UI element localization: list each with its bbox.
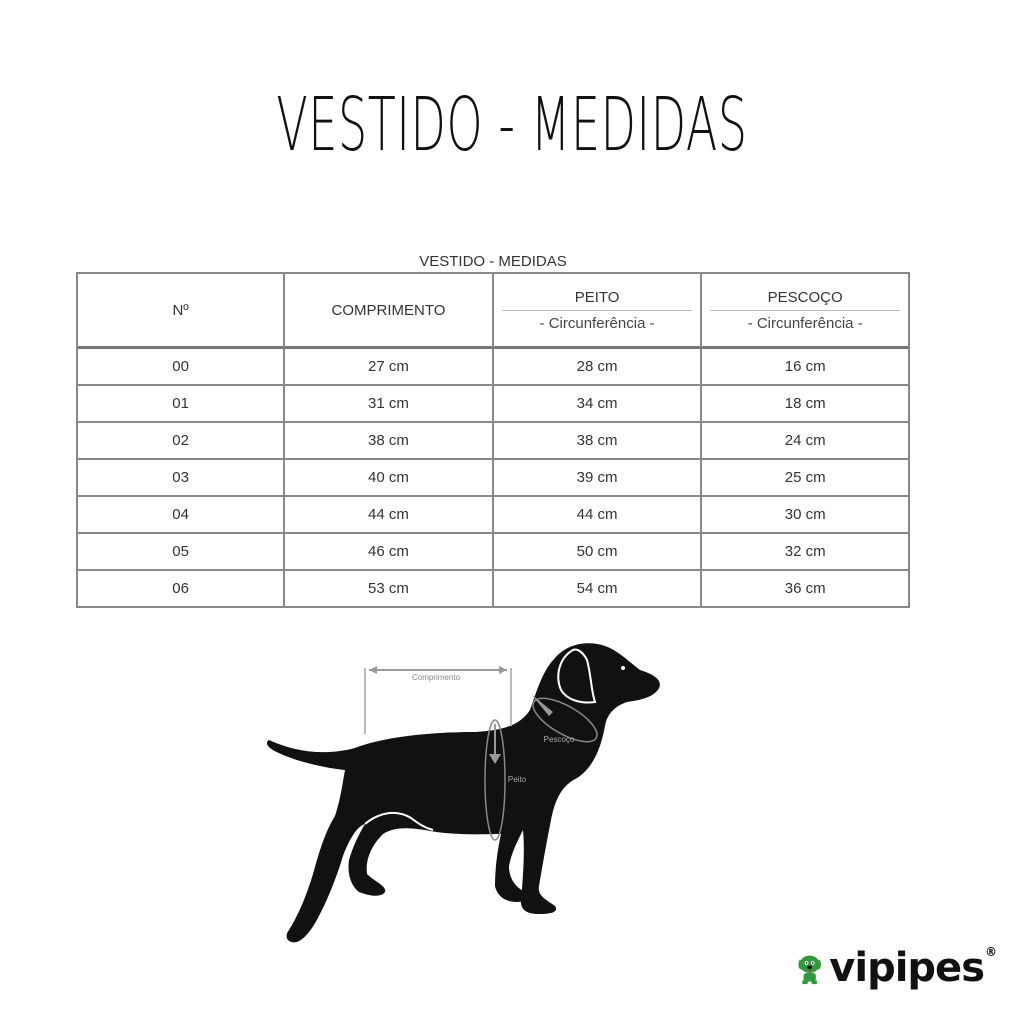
table-header-row [78, 274, 908, 349]
dog-silhouette [267, 643, 660, 942]
cell-size: 06 [78, 571, 285, 606]
header-peito-label: PEITO [574, 288, 620, 306]
table-row [78, 571, 908, 606]
cell-pescoco: 36 cm [784, 580, 826, 597]
cell-comprimento: 44 cm [285, 497, 494, 534]
table-row [78, 423, 908, 460]
cell-comprimento: 38 cm [285, 423, 494, 460]
cell-peito: 50 cm [494, 534, 703, 571]
header-peito-sub: - Circunferência - [502, 310, 693, 332]
cell-comprimento: 46 cm [285, 534, 494, 571]
table-caption: VESTIDO - MEDIDAS [419, 253, 567, 270]
cell-pescoco: 16 cm [702, 349, 908, 386]
registered-mark: ® [985, 945, 996, 959]
page-title: VESTIDO - MEDIDAS [276, 82, 748, 168]
cell-size: 01 [78, 386, 285, 423]
pescoco-label: Pescoço [543, 735, 575, 744]
cell-peito: 38 cm [494, 423, 703, 460]
header-comprimento-label: COMPRIMENTO [331, 301, 446, 319]
size-table [76, 272, 910, 608]
cell-size: 05 [78, 534, 285, 571]
cell-pescoco: 24 cm [702, 423, 908, 460]
dog-eye [621, 666, 625, 670]
vipipes-logo [796, 938, 996, 998]
vipipes-mascot-icon [796, 940, 823, 996]
header-comprimento [285, 274, 494, 349]
cell-pescoco: 18 cm [702, 386, 908, 423]
cell-size: 03 [78, 460, 285, 497]
vipipes-logo-text [829, 945, 996, 991]
cell-comprimento: 27 cm [285, 349, 494, 386]
table-row [78, 534, 908, 571]
dog-measurement-illustration [255, 630, 675, 950]
header-numero-label: Nº [172, 301, 189, 319]
cell-pescoco: 30 cm [702, 497, 908, 534]
header-peito [494, 274, 703, 349]
cell-pescoco: 25 cm [702, 460, 908, 497]
table-row [78, 349, 908, 386]
cell-size: 02 [78, 423, 285, 460]
vipipes-logo-word: vipipes [829, 945, 984, 991]
cell-size: 00 [78, 349, 285, 386]
cell-peito: 34 cm [494, 386, 703, 423]
header-pescoco-sub: - Circunferência - [710, 310, 900, 332]
header-pescoco-label: PESCOÇO [767, 288, 843, 306]
header-numero [78, 274, 285, 349]
cell-peito: 54 cm [494, 571, 703, 606]
comprimento-measure [365, 666, 511, 734]
table-row [78, 386, 908, 423]
cell-peito: 28 cm [494, 349, 703, 386]
cell-comprimento: 40 cm [285, 460, 494, 497]
cell-size: 04 [78, 497, 285, 534]
peito-label: Peito [507, 775, 527, 784]
table-row [78, 497, 908, 534]
cell-comprimento: 53 cm [285, 571, 494, 606]
header-pescoco [702, 274, 908, 349]
comprimento-label: Comprimento [411, 673, 461, 682]
cell-pescoco: 32 cm [702, 534, 908, 571]
cell-comprimento: 31 cm [285, 386, 494, 423]
table-row [78, 460, 908, 497]
cell-peito: 44 cm [494, 497, 703, 534]
cell-peito: 39 cm [494, 460, 703, 497]
